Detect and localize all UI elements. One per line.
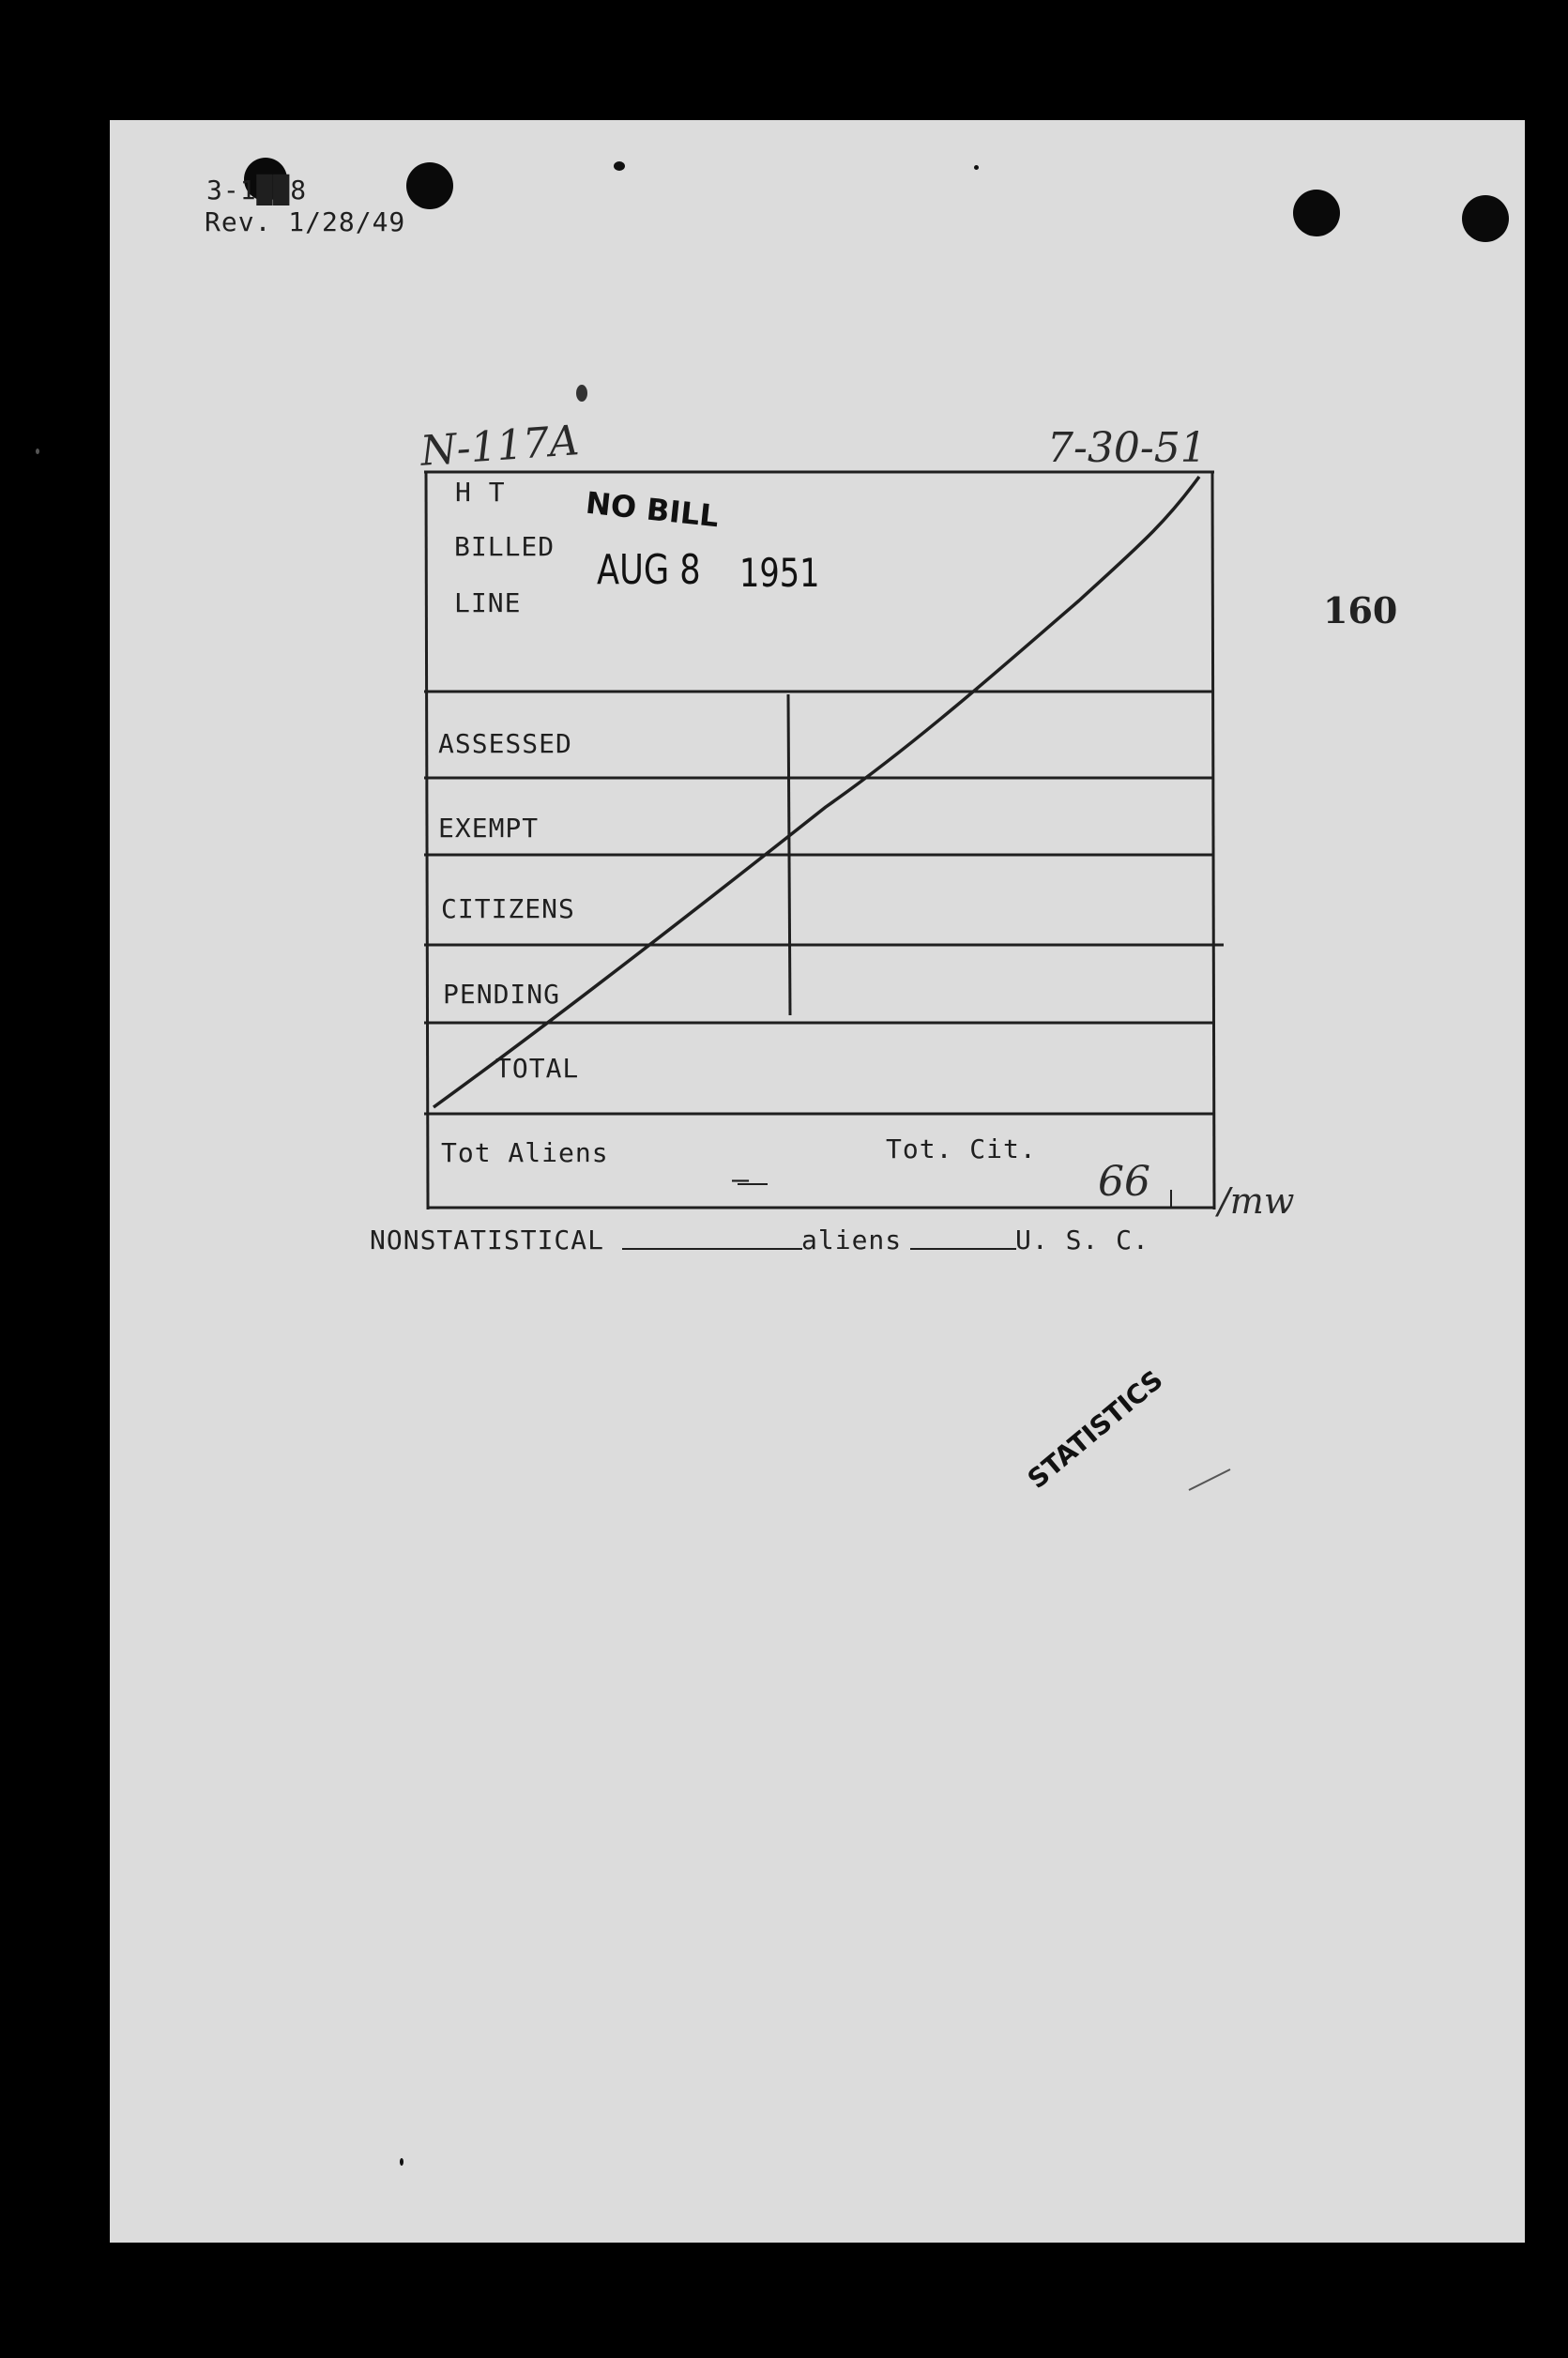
- row-label-exempt: EXEMPT: [438, 813, 540, 844]
- row-label-pending: PENDING: [443, 979, 561, 1010]
- tot-aliens-label: Tot Aliens: [441, 1137, 609, 1168]
- no-bill-stamp: NO BILL: [584, 484, 721, 535]
- aliens-label: aliens: [801, 1225, 903, 1255]
- handwritten-total-citizens: 66: [1098, 1158, 1150, 1206]
- nonstatistical-label: NONSTATISTICAL: [370, 1225, 605, 1255]
- handwritten-initials: /mw: [1218, 1180, 1295, 1222]
- row-label-total: TOTAL: [495, 1053, 580, 1084]
- stamp-date-year: 1951: [739, 550, 820, 596]
- usc-label: U. S. C.: [1015, 1225, 1149, 1255]
- form-revision: Rev. 1/28/49: [205, 206, 406, 237]
- tot-cit-label: Tot. Cit.: [886, 1133, 1037, 1164]
- tot-aliens-value: —: [732, 1164, 751, 1196]
- row-label-line: LINE: [454, 587, 522, 618]
- row-label-assessed: ASSESSED: [438, 728, 572, 759]
- statistics-stamp: STATISTICS: [1021, 1363, 1169, 1495]
- row-label-billed: BILLED: [454, 531, 556, 562]
- stamp-date-month: AUG 8: [597, 546, 701, 594]
- page-number: 160: [1323, 589, 1398, 631]
- form-number: 3-1██8: [206, 175, 308, 205]
- row-label-ht: H T: [455, 477, 506, 508]
- row-label-citizens: CITIZENS: [441, 893, 575, 924]
- handwritten-file-number: N-117A: [419, 417, 581, 476]
- handwritten-date: 7-30-51: [1047, 424, 1207, 472]
